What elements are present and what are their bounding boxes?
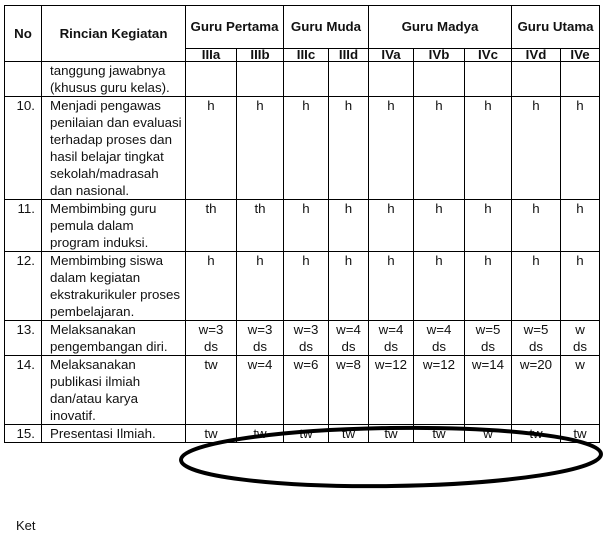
grade-value-cell xyxy=(369,321,414,356)
grade-value: h xyxy=(302,253,310,268)
grade-value-cell xyxy=(414,356,465,425)
grade-value: tw xyxy=(299,426,313,441)
table-row xyxy=(5,425,600,443)
grade-value: tw xyxy=(204,357,218,372)
table-row xyxy=(5,97,600,200)
row-number: 15. xyxy=(5,425,42,443)
grade-value-cell xyxy=(284,97,329,200)
row-number: 14. xyxy=(5,356,42,425)
grade-value: h xyxy=(576,253,584,268)
grade-value-cell xyxy=(284,321,329,356)
grade-value-cell xyxy=(186,425,237,443)
grade-value: h xyxy=(435,98,443,113)
grade-value-cell xyxy=(512,356,561,425)
grade-value-cell xyxy=(186,200,237,252)
table-row xyxy=(5,356,600,425)
grade-value: tw xyxy=(529,426,543,441)
grade-value: tw xyxy=(253,426,267,441)
grade-value-cell xyxy=(414,425,465,443)
grade-value: ds xyxy=(203,339,219,354)
grade-value: w xyxy=(483,426,493,441)
footnote-label: Ket xyxy=(16,518,36,533)
header-guru-madya: Guru Madya xyxy=(369,6,512,49)
grade-value: ds xyxy=(572,339,588,354)
grade-value-cell xyxy=(512,321,561,356)
grade-value-cell xyxy=(329,321,369,356)
grade-value: h xyxy=(302,201,310,216)
activity-description: Presentasi Ilmiah. xyxy=(42,425,186,443)
grade-value: tw xyxy=(432,426,446,441)
grade-value: h xyxy=(344,98,353,113)
activity-description: tanggung jawabnya (khusus guru kelas). xyxy=(42,62,186,97)
grade-header-ivc: IVc xyxy=(465,49,512,62)
grade-value: w xyxy=(575,357,585,372)
grade-value: h xyxy=(387,253,395,268)
row-number xyxy=(5,62,42,97)
grade-value: w=4 xyxy=(378,322,404,337)
grade-value: th xyxy=(205,201,217,216)
grade-value-cell xyxy=(186,321,237,356)
grade-value: w=14 xyxy=(471,357,505,372)
table-row xyxy=(5,62,600,97)
grade-header-ivb: IVb xyxy=(414,49,465,62)
grade-value: h xyxy=(302,98,310,113)
grade-value-cell xyxy=(237,321,284,356)
grade-value-cell xyxy=(465,252,512,321)
grade-value: tw xyxy=(573,426,587,441)
grade-value: h xyxy=(256,253,264,268)
grade-value: tw xyxy=(204,426,218,441)
grade-value: ds xyxy=(252,339,268,354)
grade-value-cell xyxy=(561,252,600,321)
grade-value-cell xyxy=(329,356,369,425)
grade-value: w=8 xyxy=(336,357,361,372)
grade-value: th xyxy=(254,201,266,216)
row-number: 11. xyxy=(5,200,42,252)
grade-value: h xyxy=(387,201,395,216)
grade-value-cell xyxy=(329,200,369,252)
grade-value-cell xyxy=(465,62,512,97)
grade-value-cell xyxy=(237,252,284,321)
grade-value-cell xyxy=(369,356,414,425)
grade-value: h xyxy=(532,253,540,268)
grade-value: w=3 xyxy=(293,322,319,337)
grade-value-cell xyxy=(284,62,329,97)
grade-value: ds xyxy=(298,339,314,354)
grade-value: ds xyxy=(528,339,544,354)
grade-value-cell xyxy=(369,62,414,97)
grade-value-cell xyxy=(512,200,561,252)
grade-value: h xyxy=(484,201,492,216)
grade-value-cell xyxy=(237,356,284,425)
grade-value: w=4 xyxy=(336,322,361,337)
table-body xyxy=(5,62,600,443)
grade-value: w=6 xyxy=(293,357,319,372)
grade-value: ds xyxy=(383,339,399,354)
header-guru-utama: Guru Utama xyxy=(512,6,600,49)
grade-value-cell xyxy=(237,62,284,97)
grade-header-ivd: IVd xyxy=(512,49,561,62)
grade-value-cell xyxy=(512,425,561,443)
grade-value: h xyxy=(532,98,540,113)
grade-value-cell xyxy=(237,425,284,443)
grade-value: w=12 xyxy=(374,357,408,372)
header-rincian: Rincian Kegiatan xyxy=(42,6,186,62)
grade-value: h xyxy=(484,253,492,268)
grade-header-iiib: IIIb xyxy=(237,49,284,62)
grade-value-cell xyxy=(369,97,414,200)
grade-header-iva: IVa xyxy=(369,49,414,62)
activity-description: Menjadi pengawas penilaian dan evaluasi terhadap proses dan hasil belajar tingkat sekolah/madrasah dan nasional. xyxy=(42,97,186,200)
grade-value: h xyxy=(435,201,443,216)
grade-value-cell xyxy=(369,252,414,321)
header-no: No xyxy=(5,6,42,62)
grade-value: ds xyxy=(480,339,496,354)
grade-value: w=4 xyxy=(247,357,273,372)
grade-value-cell xyxy=(465,425,512,443)
grade-value-cell xyxy=(414,62,465,97)
grade-value-cell xyxy=(186,356,237,425)
grade-value-cell xyxy=(329,62,369,97)
grade-header-iiid: IIId xyxy=(329,49,369,62)
grade-value-cell xyxy=(414,97,465,200)
grade-value-cell xyxy=(237,97,284,200)
grade-value-cell xyxy=(186,62,237,97)
row-number: 10. xyxy=(5,97,42,200)
grade-value-cell xyxy=(369,425,414,443)
grade-value-cell xyxy=(284,252,329,321)
grade-value-cell xyxy=(465,356,512,425)
grade-value: w=12 xyxy=(422,357,456,372)
grade-value: h xyxy=(207,98,215,113)
row-number: 13. xyxy=(5,321,42,356)
grade-value-cell xyxy=(329,425,369,443)
grade-value-cell xyxy=(512,97,561,200)
grade-header-iiia: IIIa xyxy=(186,49,237,62)
grade-value-cell xyxy=(186,97,237,200)
grade-value-cell xyxy=(284,425,329,443)
grade-value: h xyxy=(532,201,540,216)
activity-description: Melaksanakan pengembangan diri. xyxy=(42,321,186,356)
grade-value: w=5 xyxy=(523,322,549,337)
table-row xyxy=(5,200,600,252)
grade-value: tw xyxy=(384,426,398,441)
activity-description: Melaksanakan publikasi ilmiah dan/atau karya inovatif. xyxy=(42,356,186,425)
table-row xyxy=(5,321,600,356)
grade-value-cell xyxy=(186,252,237,321)
grade-value-cell xyxy=(329,252,369,321)
header-guru-muda: Guru Muda xyxy=(284,6,369,49)
activity-description: Membimbing siswa dalam kegiatan ekstrakurikuler proses pembelajaran. xyxy=(42,252,186,321)
grade-value-cell xyxy=(561,200,600,252)
grade-value-cell xyxy=(561,425,600,443)
grade-value-cell xyxy=(414,200,465,252)
grade-value-cell xyxy=(512,62,561,97)
grade-value-cell xyxy=(284,200,329,252)
grade-value: w=5 xyxy=(475,322,501,337)
grade-value: h xyxy=(576,98,584,113)
grade-value: h xyxy=(344,201,353,216)
grade-value-cell xyxy=(561,321,600,356)
grade-value-cell xyxy=(561,62,600,97)
grade-value: w=20 xyxy=(519,357,553,372)
grade-value: h xyxy=(435,253,443,268)
grade-value: h xyxy=(576,201,584,216)
table-row xyxy=(5,252,600,321)
grade-value-cell xyxy=(512,252,561,321)
grade-value: tw xyxy=(341,426,356,441)
grade-value: w=4 xyxy=(426,322,452,337)
grade-value: ds xyxy=(431,339,447,354)
grade-value-cell xyxy=(465,321,512,356)
grade-value-cell xyxy=(561,356,600,425)
activity-description: Membimbing guru pemula dalam program induksi. xyxy=(42,200,186,252)
header-guru-pertama: Guru Pertama xyxy=(186,6,284,49)
grade-value-cell xyxy=(369,200,414,252)
grade-value: h xyxy=(344,253,353,268)
grade-value: w xyxy=(575,322,585,337)
grade-value: h xyxy=(387,98,395,113)
grade-value-cell xyxy=(237,200,284,252)
activity-grade-table xyxy=(4,5,600,443)
grade-header-ive: IVe xyxy=(561,49,600,62)
grade-value: ds xyxy=(341,339,356,354)
grade-value-cell xyxy=(329,97,369,200)
grade-value: h xyxy=(207,253,215,268)
grade-value-cell xyxy=(561,97,600,200)
grade-value-cell xyxy=(414,252,465,321)
grade-header-iiic: IIIc xyxy=(284,49,329,62)
grade-value: w=3 xyxy=(198,322,224,337)
row-number: 12. xyxy=(5,252,42,321)
grade-value-cell xyxy=(414,321,465,356)
grade-value-cell xyxy=(284,356,329,425)
grade-value-cell xyxy=(465,200,512,252)
grade-value: h xyxy=(484,98,492,113)
grade-value-cell xyxy=(465,97,512,200)
grade-value: w=3 xyxy=(247,322,273,337)
grade-value: h xyxy=(256,98,264,113)
